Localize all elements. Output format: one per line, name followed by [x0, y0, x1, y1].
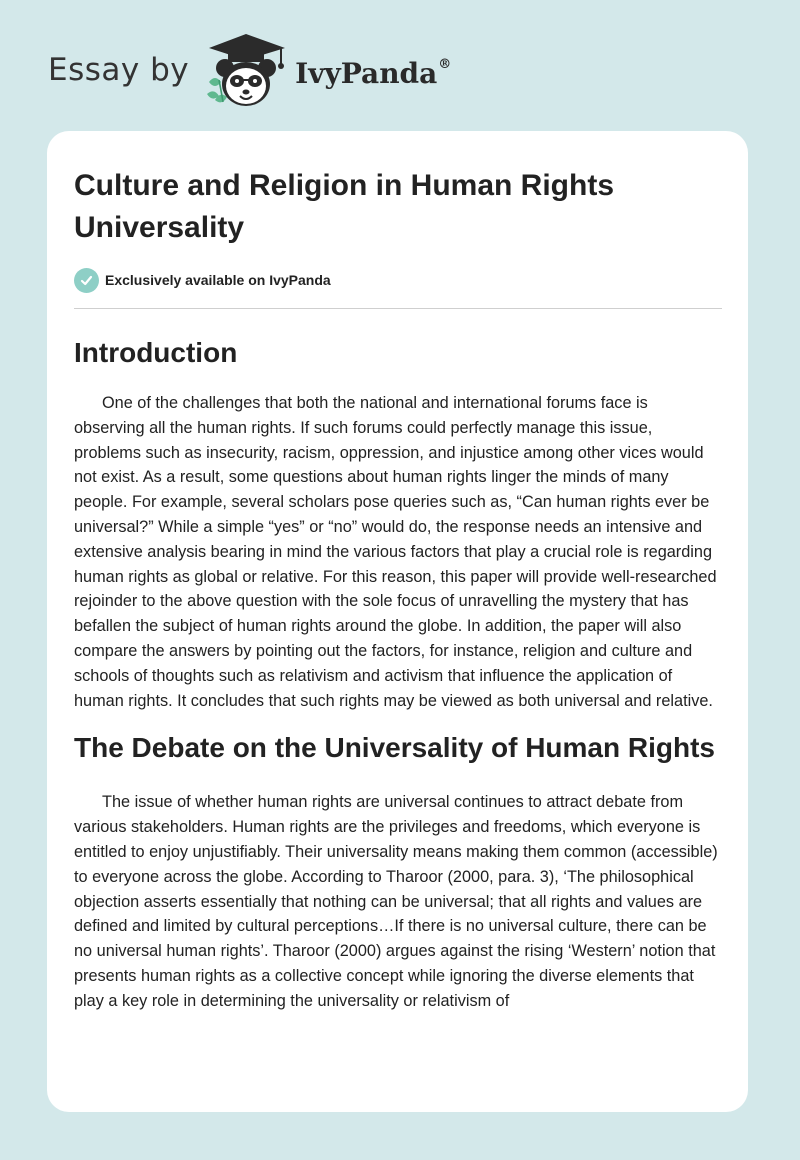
- divider: [74, 308, 722, 309]
- introduction-paragraph: One of the challenges that both the national and international forums face is observing all the human rights. If such forums could perfectly manage this issue, problems such as insecurity, racism, oppression, and injustice among other vices would not exist. As a result, some questions about human rights linger the minds of many people. For example, several scholars pose queries such as, “Can human rights ever be universal?” While a simple “yes” or “no” would do, the response needs an intensive and extensive analysis bearing in mind the various factors that play a crucial role is regarding human rights as global or relative. For this reason, this paper will provide well-researched rejoinder to the above question with the sole focus of unravelling the mystery that has befallen the subject of human rights around the globe. In addition, the paper will also compare the answers by pointing out the factors, for instance, religion and culture and schools of thoughts such as relativism and activism that influence the application of human rights. It concludes that such rights may be viewed as both universal and relative.: [74, 394, 717, 710]
- essay-by-label: Essay by: [48, 52, 190, 88]
- debate-paragraph: The issue of whether human rights are universal continues to attract debate from various stakeholders. Human rights are the privileges and freedoms, which everyone is entitled to enjoy unjustifiably. Their universality means making them common (accessible) to everyone across the globe. According to Tharoor (2000, para. 3), ‘The philosophical objection asserts essentially that nothing can be universal; that all rights and values are defined and limited by cultural perceptions…If there is no universal culture, there can be no universal human rights’. Tharoor (2000) argues against the rising ‘Western’ notion that presents human rights as a collective concept while ignoring the diverse elements that play a key role in determining the universality or relativism of: [74, 793, 718, 1010]
- panda-graduate-logo-icon: [203, 30, 289, 110]
- site-header: [48, 30, 451, 110]
- section-heading-debate: The Debate on the Universality of Human Rights: [74, 732, 715, 764]
- essay-card: [47, 131, 748, 1112]
- brand-name[interactable]: IvyPanda®: [295, 56, 452, 90]
- checkmark-icon: [74, 268, 99, 293]
- page-title: Culture and Religion in Human Rights Universality: [74, 169, 614, 244]
- exclusive-label: Exclusively available on IvyPanda: [105, 272, 331, 288]
- section-heading-introduction: Introduction: [74, 337, 238, 368]
- exclusive-badge: [74, 267, 722, 293]
